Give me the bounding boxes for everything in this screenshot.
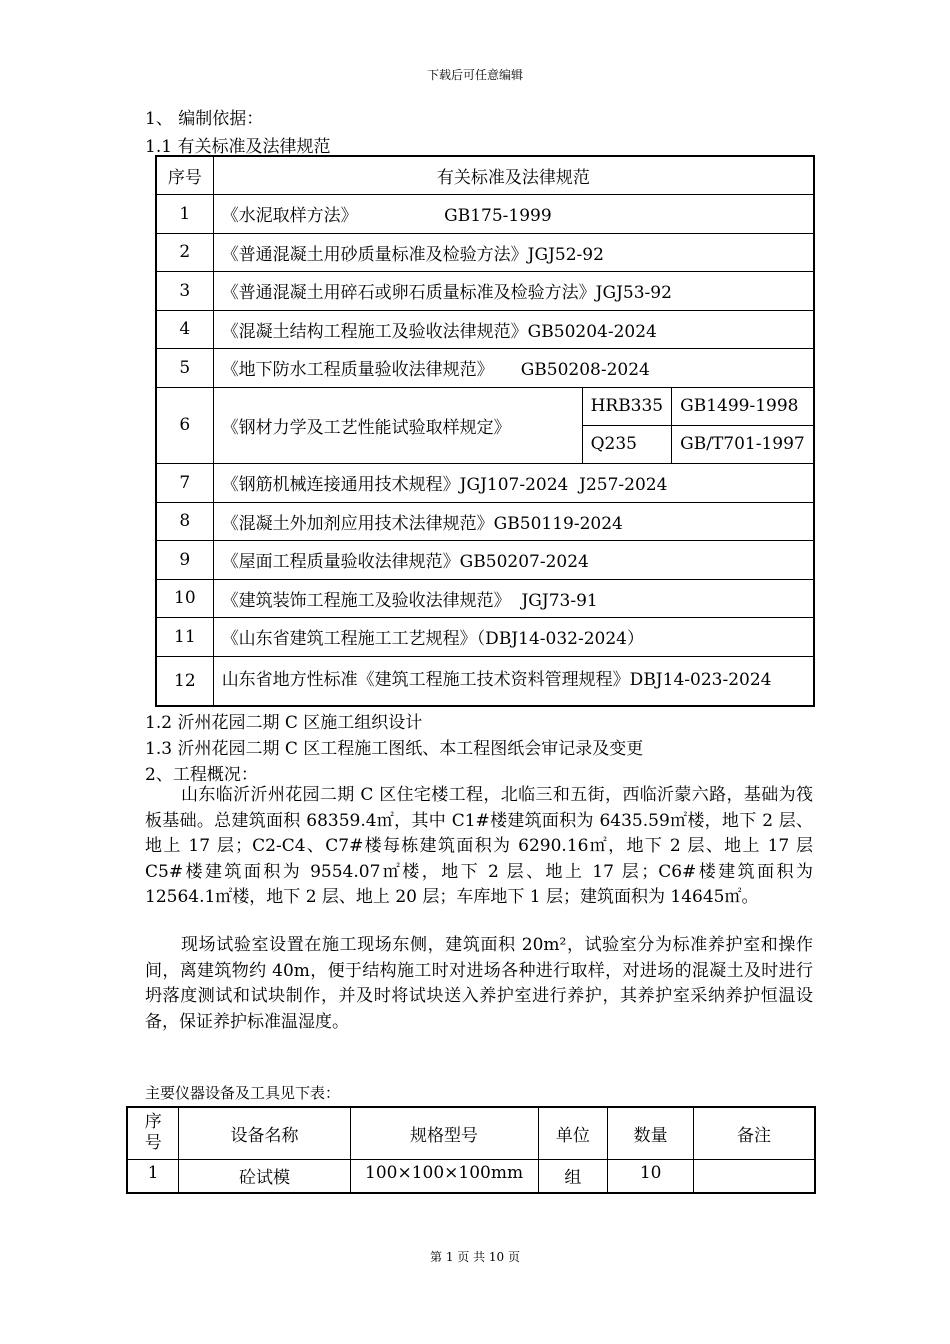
header-qty: 数量: [608, 1107, 694, 1159]
row-no: 4: [156, 310, 213, 348]
table-row: [156, 579, 814, 617]
steel-grade: HRB335: [582, 387, 672, 425]
lab-paragraph: 现场试验室设置在施工现场东侧，建筑面积 20m²，试验室分为标准养护室和操作间，离建筑物约 40m，便于结构施工时对进场各种进行取样，对进场的混凝土及时进行坍落度测试和试块制作，并及时将试块送入养护室进行养护，其养护室采纳养护恒温设备，保证养护标准温湿度。: [145, 935, 813, 1032]
row-no: 12: [156, 656, 213, 706]
header-unit: 单位: [538, 1107, 608, 1159]
row-standard: 《普通混凝土用砂质量标准及检验方法》JGJ52-92: [213, 233, 814, 271]
table-row: [156, 463, 814, 502]
table-row: [156, 348, 814, 387]
table-row: [156, 271, 814, 310]
header-name: 设备名称: [179, 1107, 350, 1159]
steel-code: GB/T701-1997: [672, 425, 814, 463]
header-spec: 规格型号: [350, 1107, 538, 1159]
row-no: 1: [127, 1159, 179, 1193]
row-standard: 《屋面工程质量验收法律规范》GB50207-2024: [213, 540, 814, 579]
table-row: [156, 656, 814, 706]
row-no: 7: [156, 463, 213, 502]
table-row: [156, 540, 814, 579]
header-no: 序号: [156, 156, 213, 194]
standards-table: [155, 155, 815, 707]
section2-title: 2、工程概况：: [145, 765, 258, 785]
table-row: [156, 387, 814, 425]
section1-title: 1、 编制依据：: [145, 109, 264, 129]
overview-paragraph: 山东临沂沂州花园二期 C 区住宅楼工程，北临三和五街，西临沂蒙六路，基础为筏板基础。总建筑面积 68359.4㎡，其中 C1#楼建筑面积为 6435.59㎡楼，地下 2 层、地上 17 层；C2-C4、C7#楼每栋建筑面积为 6290.16㎡，地下 2 层、地上 17 层 C5#楼建筑面积为 9554.07㎡楼，地下 2 层、地上 17 层；C6#楼建筑面积为 12564.1㎡楼，地下 2 层、地上 20 层；车库地下 1 层；建筑面积为 14645㎡。: [145, 785, 813, 907]
row-note: [694, 1159, 816, 1193]
row-standard: 《地下防水工程质量验收法律规范》 GB50208-2024: [213, 348, 814, 387]
row-qty: 10: [608, 1159, 694, 1193]
row-standard: 《混凝土结构工程施工及验收法律规范》GB50204-2024: [213, 310, 814, 348]
table-row: [156, 502, 814, 540]
table-row: [156, 233, 814, 271]
table-header-row: [127, 1107, 815, 1159]
row-standard: 《混凝土外加剂应用技术法律规范》GB50119-2024: [213, 502, 814, 540]
row-standard: 《钢材力学及工艺性能试验取样规定》: [213, 387, 582, 463]
table-header-row: [156, 156, 814, 194]
steel-grade: Q235: [582, 425, 672, 463]
row-no: 3: [156, 271, 213, 310]
table-row: [156, 194, 814, 233]
row-spec: 100×100×100mm: [350, 1159, 538, 1193]
row-no: 6: [156, 387, 213, 463]
row-standard: 山东省地方性标准《建筑工程施工技术资料管理规程》DBJ14-023-2024: [213, 656, 814, 706]
equipment-table: [126, 1106, 816, 1194]
steel-code: GB1499-1998: [672, 387, 814, 425]
row-standard: 《建筑装饰工程施工及验收法律规范》 JGJ73-91: [213, 579, 814, 617]
row-no: 11: [156, 617, 213, 656]
subsection-1-3: 1.3 沂州花园二期 C 区工程施工图纸、本工程图纸会审记录及变更: [145, 739, 644, 759]
subsection-1-1: 1.1 有关标准及法律规范: [145, 137, 331, 157]
row-standard: 《普通混凝土用碎石或卵石质量标准及检验方法》JGJ53-92: [213, 271, 814, 310]
row-no: 5: [156, 348, 213, 387]
row-no: 2: [156, 233, 213, 271]
header-no: 序号: [127, 1107, 179, 1159]
header-note: 备注: [694, 1107, 816, 1159]
row-unit: 组: [538, 1159, 608, 1193]
header-standard: 有关标准及法律规范: [213, 156, 814, 194]
equipment-intro: 主要仪器设备及工具见下表：: [145, 1084, 341, 1102]
row-no: 9: [156, 540, 213, 579]
row-no: 10: [156, 579, 213, 617]
page-header-note: 下载后可任意编辑: [426, 68, 523, 82]
table-row: [156, 617, 814, 656]
row-no: 8: [156, 502, 213, 540]
row-standard: 《山东省建筑工程施工工艺规程》（DBJ14-032-2024）: [213, 617, 814, 656]
row-standard: 《水泥取样方法》 GB175-1999: [213, 194, 814, 233]
row-name: 砼试模: [179, 1159, 350, 1193]
table-row: [156, 310, 814, 348]
table-row: [127, 1159, 815, 1193]
subsection-1-2: 1.2 沂州花园二期 C 区施工组织设计: [145, 713, 423, 733]
page-footer-note: 第 1 页 共 10 页: [430, 1250, 520, 1264]
row-standard: 《钢筋机械连接通用技术规程》JGJ107-2024 J257-2024: [213, 463, 814, 502]
row-no: 1: [156, 194, 213, 233]
